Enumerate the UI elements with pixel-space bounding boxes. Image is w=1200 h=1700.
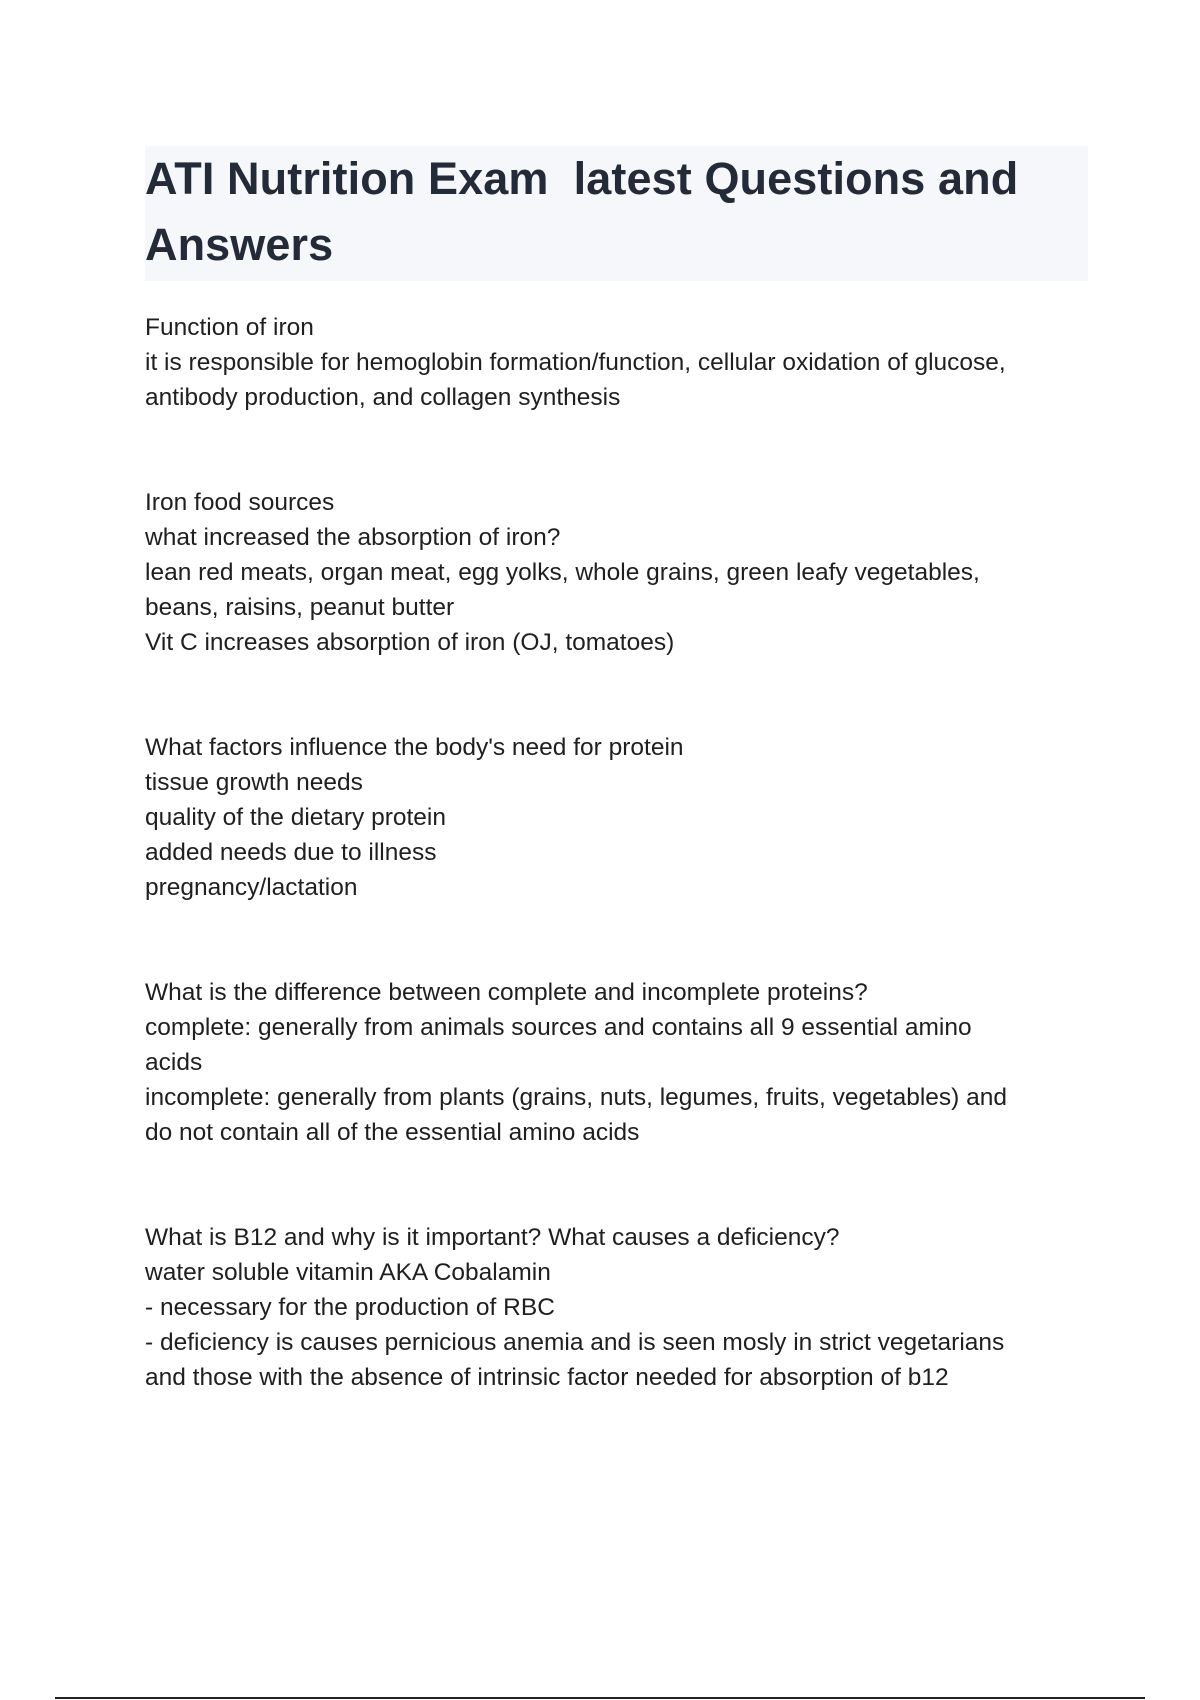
answer-line: lean red meats, organ meat, egg yolks, whole grains, green leafy vegetables, (145, 559, 980, 586)
qa-item (145, 1220, 1095, 1395)
qa-item (145, 975, 1095, 1150)
answer-line: tissue growth needs (145, 769, 363, 796)
answer-line: incomplete: generally from plants (grains, nuts, legumes, fruits, vegetables) and (145, 1084, 1008, 1111)
question-text: What is B12 and why is it important? What causes a deficiency? (145, 1224, 840, 1251)
question-text: Function of iron (145, 314, 314, 341)
answer-line: complete: generally from animals sources and contains all 9 essential amino (145, 1014, 972, 1041)
question-text: What is the difference between complete and incomplete proteins? (145, 979, 868, 1006)
answer-line: and those with the absence of intrinsic factor needed for absorption of b12 (145, 1364, 949, 1391)
answer-line: beans, raisins, peanut butter (145, 594, 455, 621)
answer-line: what increased the absorption of iron? (145, 524, 561, 551)
answer-line: Vit C increases absorption of iron (OJ, tomatoes) (145, 629, 675, 656)
answer-line: it is responsible for hemoglobin formation/function, cellular oxidation of glucose, (145, 349, 1006, 376)
answer-line: added needs due to illness (145, 839, 437, 866)
document-title: ATI Nutrition Exam latest Questions and Answers (145, 153, 1030, 270)
answer-line: water soluble vitamin AKA Cobalamin (145, 1259, 551, 1286)
question-text: What factors influence the body's need for protein (145, 734, 684, 761)
answer-line: acids (145, 1049, 203, 1076)
answer-line: - deficiency is causes pernicious anemia and is seen mosly in strict vegetarians (145, 1329, 1005, 1356)
qa-item (145, 310, 1095, 415)
qa-item (145, 730, 1095, 905)
footer-divider (55, 1697, 1145, 1699)
qa-item (145, 485, 1095, 660)
answer-line: do not contain all of the essential amino acids (145, 1119, 640, 1146)
qa-content (145, 310, 1095, 1395)
question-text: Iron food sources (145, 489, 335, 516)
answer-line: antibody production, and collagen synthesis (145, 384, 621, 411)
answer-line: - necessary for the production of RBC (145, 1294, 555, 1321)
answer-line: quality of the dietary protein (145, 804, 446, 831)
title-banner (145, 146, 1088, 281)
answer-line: pregnancy/lactation (145, 874, 358, 901)
